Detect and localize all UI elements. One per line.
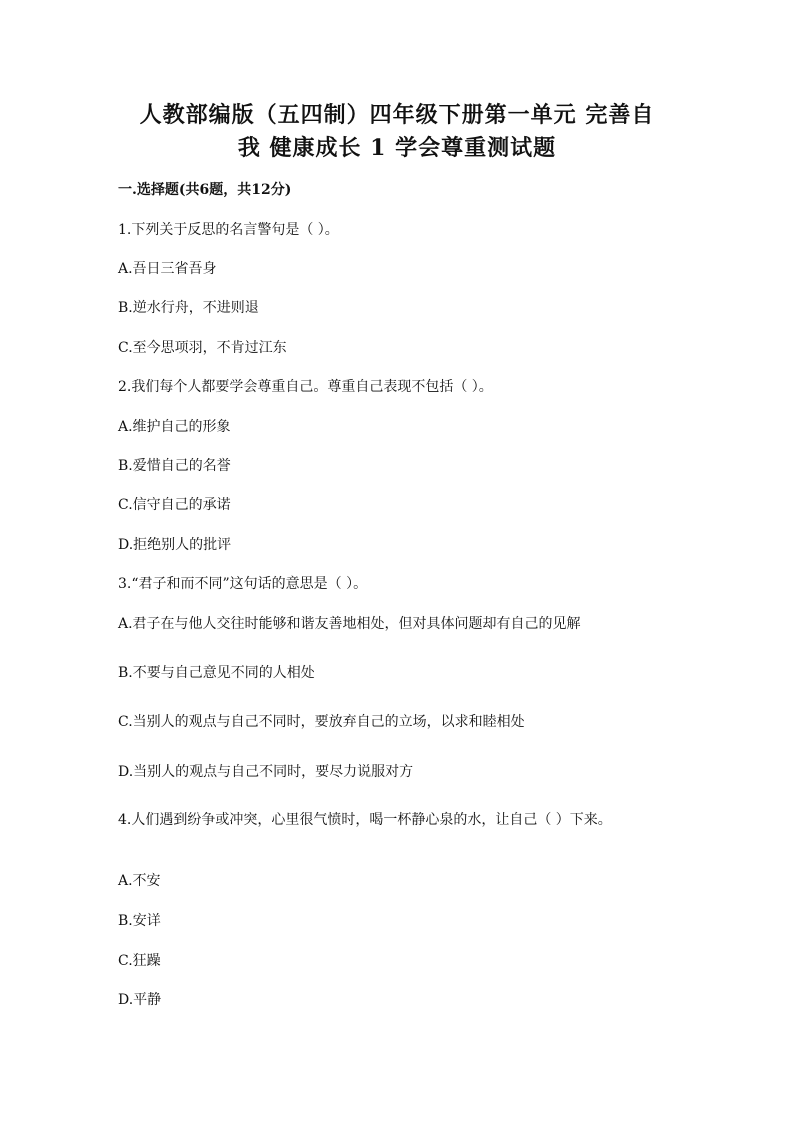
question-3-option-b: B.不要与自己意见不同的人相处 — [118, 665, 315, 681]
question-4-stem: 4.人们遇到纷争或冲突，心里很气愤时，喝一杯静心泉的水，让自己（ ）下来。 — [118, 812, 612, 828]
question-1-option-a: A.吾日三省吾身 — [118, 261, 217, 277]
question-3-stem: 3.“君子和而不同”这句话的意思是（ ）。 — [118, 576, 368, 592]
question-1-stem: 1.下列关于反思的名言警句是（ ）。 — [118, 222, 339, 238]
question-4-option-a: A.不安 — [118, 873, 161, 889]
question-4-option-b: B.安详 — [118, 913, 161, 929]
question-2-option-c: C.信守自己的承诺 — [118, 497, 231, 513]
question-4-option-c: C.狂躁 — [118, 953, 161, 969]
document-title-line-1: 人教部编版（五四制）四年级下册第一单元 完善自 — [139, 102, 655, 128]
question-4-option-d: D.平静 — [118, 992, 162, 1008]
question-3-option-c: C.当别人的观点与自己不同时，要放弃自己的立场，以求和睦相处 — [118, 714, 525, 730]
question-2-option-d: D.拒绝别人的批评 — [118, 537, 232, 553]
document-title-line-2: 我 健康成长 1 学会尊重测试题 — [237, 135, 557, 161]
question-1-option-c: C.至今思项羽，不肯过江东 — [118, 340, 287, 356]
question-2-stem: 2.我们每个人都要学会尊重自己。尊重自己表现不包括（ ）。 — [118, 379, 493, 395]
question-3-option-a: A.君子在与他人交往时能够和谐友善地相处，但对具体问题却有自己的见解 — [118, 616, 581, 632]
section-heading: 一.选择题(共6题，共12分) — [118, 182, 292, 198]
question-2-option-b: B.爱惜自己的名誉 — [118, 458, 231, 474]
question-3-option-d: D.当别人的观点与自己不同时，要尽力说服对方 — [118, 764, 414, 780]
question-1-option-b: B.逆水行舟，不进则退 — [118, 300, 259, 316]
question-2-option-a: A.维护自己的形象 — [118, 419, 231, 435]
